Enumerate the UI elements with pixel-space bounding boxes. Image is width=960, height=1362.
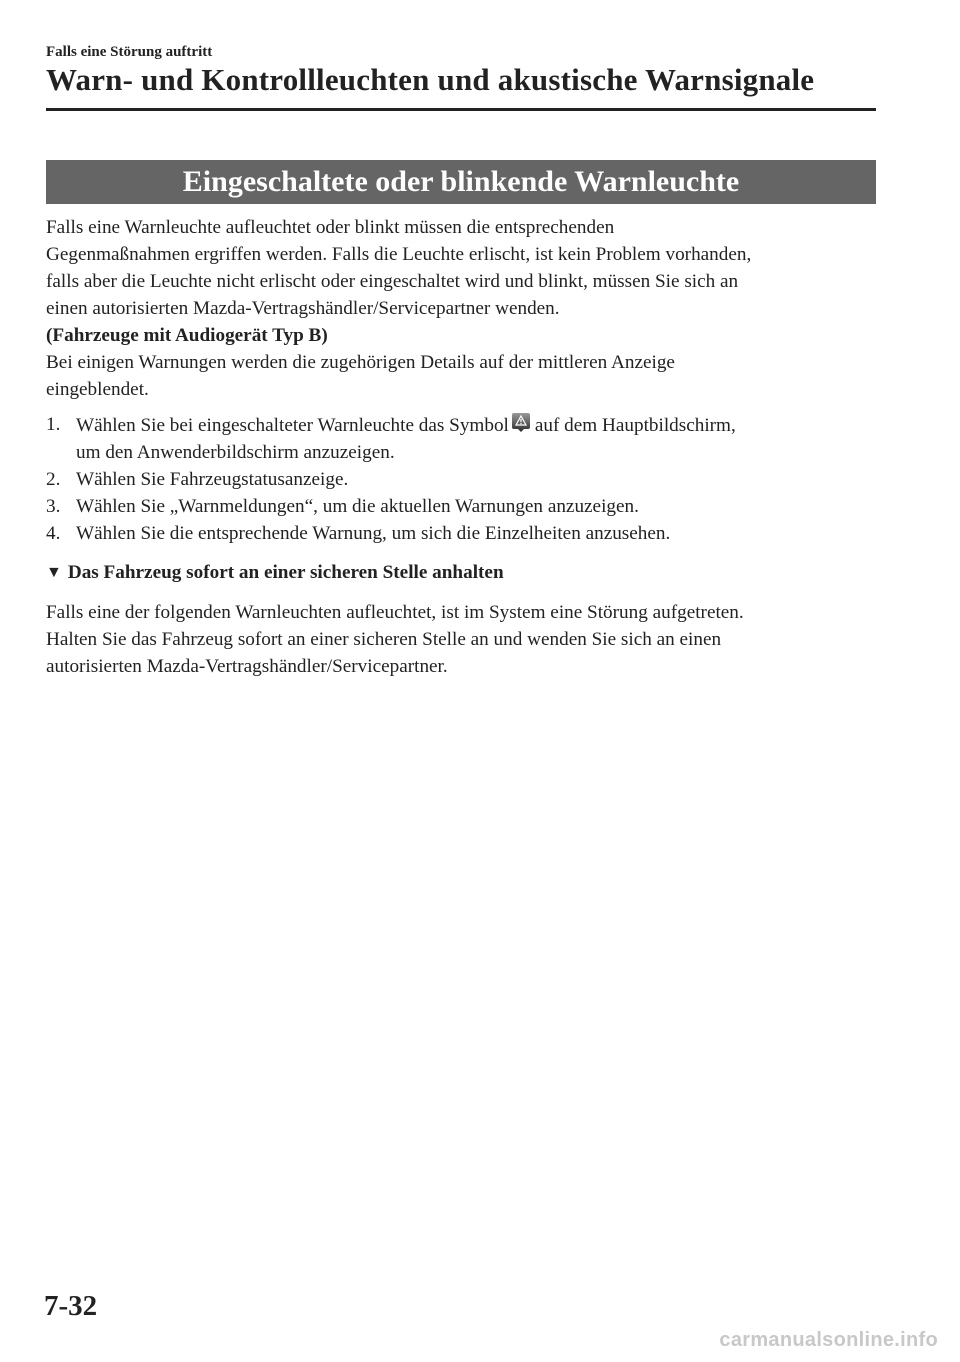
main-content (46, 214, 886, 680)
final-line-3: autorisierten Mazda-Vertragshändler/Servicepartner. (46, 656, 448, 677)
step-number: 4. (46, 523, 61, 544)
audio-heading: (Fahrzeuge mit Audiogerät Typ B) (46, 325, 328, 346)
header-divider (46, 108, 876, 111)
step-text: Wählen Sie Fahrzeugstatusanzeige. (76, 469, 349, 490)
step-item (46, 520, 886, 547)
step-item (46, 466, 886, 493)
final-line-2: Halten Sie das Fahrzeug sofort an einer sicheren Stelle an und wenden Sie sich an einen (46, 629, 722, 650)
step-number: 1. (46, 414, 61, 435)
intro-line-1: Falls eine Warnleuchte aufleuchtet oder blinkt müssen die entsprechenden (46, 217, 615, 238)
subheading (46, 559, 886, 586)
audio-line-2: eingeblendet. (46, 379, 149, 400)
intro-paragraph (46, 214, 886, 322)
step-item (46, 411, 886, 466)
intro-line-4: einen autorisierten Mazda-Vertragshändler/Servicepartner wenden. (46, 298, 560, 319)
running-header-title: Warn- und Kontrollleuchten und akustische Warnsignale (46, 62, 815, 97)
steps-list (46, 411, 886, 547)
page-number: 7-32 (44, 1290, 98, 1322)
step-text-after: auf dem Hauptbildschirm, (534, 415, 736, 436)
step-text: Wählen Sie die entsprechende Warnung, um sich die Einzelheiten anzusehen. (76, 523, 671, 544)
audio-line-1: Bei einigen Warnungen werden die zugehörigen Details auf der mittleren Anzeige (46, 352, 675, 373)
watermark: carmanualsonline.info (719, 1329, 938, 1351)
triangle-marker-icon: ▼ (46, 564, 62, 581)
step-text-line-2: um den Anwenderbildschirm anzuzeigen. (76, 442, 395, 463)
step-number: 3. (46, 496, 61, 517)
final-paragraph (46, 599, 886, 680)
step-item (46, 493, 886, 520)
vehicle-warning-icon (511, 411, 531, 433)
section-title-bar: Eingeschaltete oder blinkende Warnleuchte (46, 160, 876, 204)
intro-line-2: Gegenmaßnahmen ergriffen werden. Falls die Leuchte erlischt, ist kein Problem vorhanden, (46, 244, 752, 265)
step-text-before: Wählen Sie bei eingeschalteter Warnleuchte das Symbol (76, 415, 509, 436)
step-text: Wählen Sie „Warnmeldungen“, um die aktuellen Warnungen anzuzeigen. (76, 496, 639, 517)
audio-paragraph (46, 349, 886, 403)
subheading-text: Das Fahrzeug sofort an einer sicheren Stelle anhalten (67, 562, 504, 583)
step-number: 2. (46, 469, 61, 490)
intro-line-3: falls aber die Leuchte nicht erlischt oder eingeschaltet wird und blinkt, müssen Sie sich an (46, 271, 739, 292)
running-header-section: Falls eine Störung auftritt (46, 44, 213, 60)
final-line-1: Falls eine der folgenden Warnleuchten aufleuchtet, ist im System eine Störung aufgetreten. (46, 602, 744, 623)
